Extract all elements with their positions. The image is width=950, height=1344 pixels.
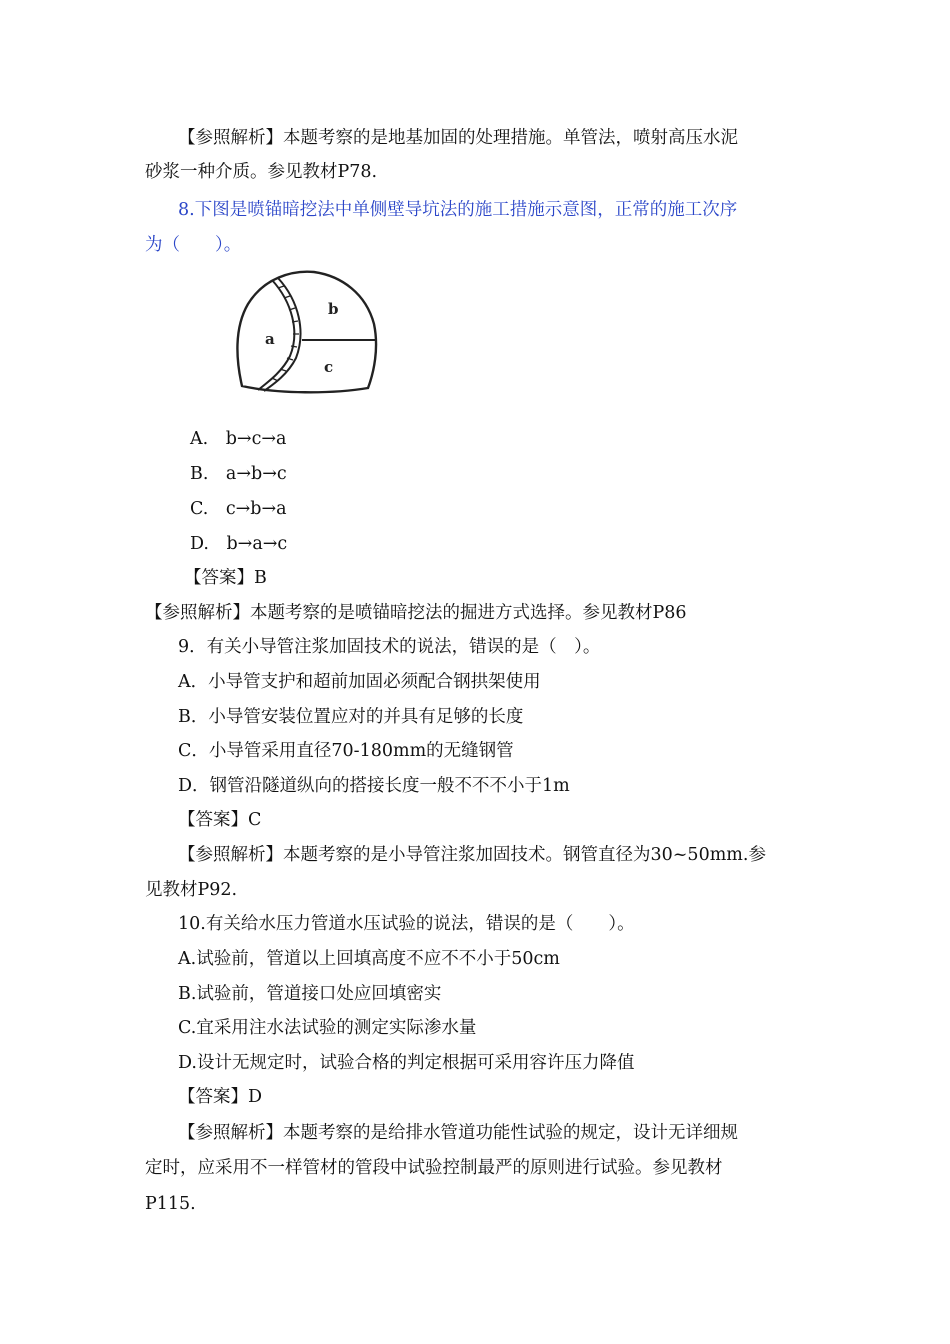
q8-option-b: B. a→b→c [190,464,287,484]
q8-stem-line-2: 为（ ）。 [145,235,242,255]
single-side-drift-diagram [232,268,380,400]
tunnel-contour [237,272,376,393]
region-label-a: a [265,330,275,348]
q9-option-b: B．小导管安装位置应对的并具有足够的长度 [178,707,524,727]
q10-option-a: A.试验前，管道以上回填高度不应不不小于50cm [178,949,560,969]
q8-option-c: C. c→b→a [190,499,287,519]
q8-stem-line-1: 8.下图是喷锚暗挖法中单侧壁导坑法的施工措施示意图，正常的施工次序 [178,200,738,220]
q8-option-d: D. b→a→c [190,534,288,554]
q7-analysis-line-1: 【参照解析】本题考察的是地基加固的处理措施。单管法，喷射高压水泥 [178,128,738,148]
region-label-c: c [324,358,334,376]
q9-answer: 【答案】C [178,810,262,830]
q8-option-a: A. b→c→a [190,429,287,449]
q9-option-d: D．钢管沿隧道纵向的搭接长度一般不不不小于1m [178,776,570,796]
q7-analysis-line-2: 砂浆一种介质。参见教材P78. [145,162,378,182]
q10-option-d: D.设计无规定时，试验合格的判定根据可采用容许压力降值 [178,1053,635,1073]
q10-analysis-line-3: P115. [145,1194,196,1214]
q10-answer: 【答案】D [178,1087,263,1107]
q8-answer: 【答案】B [184,568,267,588]
q9-analysis-line-1: 【参照解析】本题考察的是小导管注浆加固技术。钢管直径为30~50mm.参 [178,845,766,865]
q10-stem: 10.有关给水压力管道水压试验的说法，错误的是（ ）。 [178,914,635,934]
q10-analysis-line-1: 【参照解析】本题考察的是给排水管道功能性试验的规定，设计无详细规 [178,1123,738,1143]
q8-analysis: 【参照解析】本题考察的是喷锚暗挖法的掘进方式选择。参见教材P86 [145,603,687,623]
q10-analysis-line-2: 定时，应采用不一样管材的管段中试验控制最严的原则进行试验。参见教材 [145,1158,723,1178]
q9-option-a: A．小导管支护和超前加固必须配合钢拱架使用 [178,672,541,692]
q9-stem: 9．有关小导管注浆加固技术的说法，错误的是（ ）。 [178,637,601,657]
q10-option-b: B.试验前，管道接口处应回填密实 [178,984,442,1004]
region-label-b: b [328,300,339,318]
q9-option-c: C．小导管采用直径70-180mm的无缝钢管 [178,741,514,761]
q9-analysis-line-2: 见教材P92. [145,880,238,900]
q10-option-c: C.宜采用注水法试验的测定实际渗水量 [178,1018,477,1038]
